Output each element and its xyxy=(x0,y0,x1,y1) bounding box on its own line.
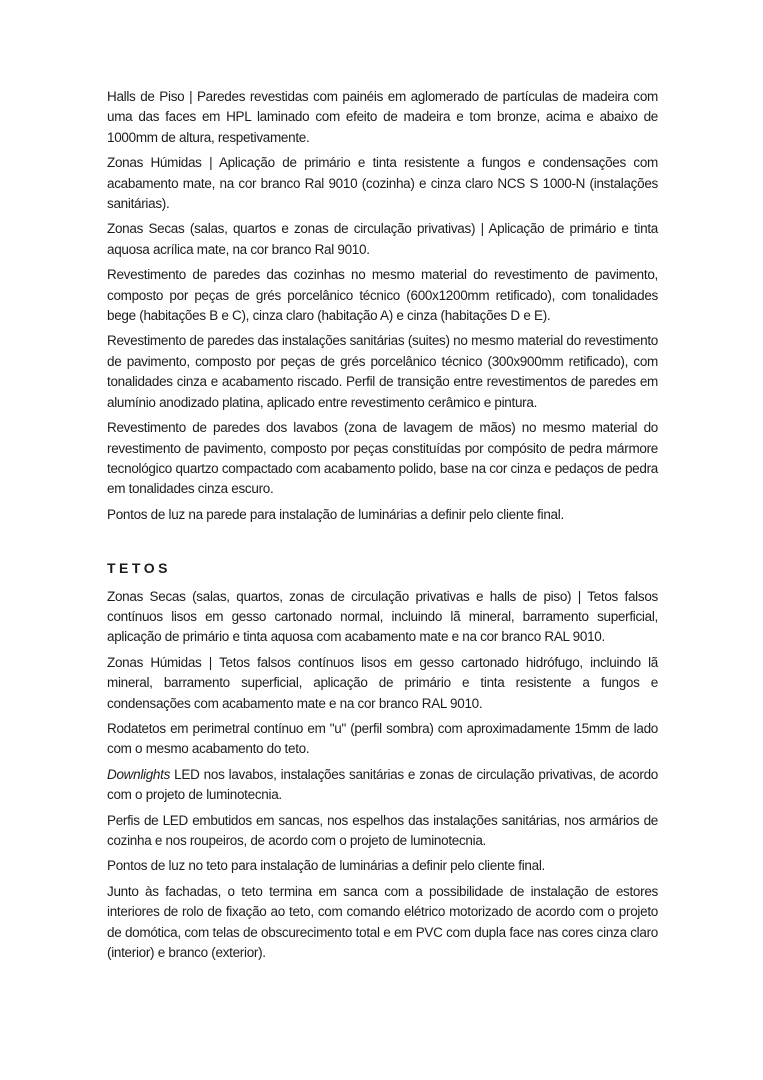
paragraph-perfis-led: Perfis de LED embutidos em sancas, nos espelhos das instalações sanitárias, nos armários de cozinha e nos roupeiros, de acordo com o projeto de luminotecnia. xyxy=(107,812,658,848)
ceilings-section xyxy=(107,558,658,963)
paragraph-revestimento-lavabos: Revestimento de paredes dos lavabos (zona de lavagem de mãos) no mesmo material do revestimento de pavimento, composto por peças constituídas por compósito de pedra mármore tecnológico quartzo compactado com acabamento polido, base na cor cinza e pedaços de pedra em tonalidades cinza escuro. xyxy=(107,420,658,497)
paragraph-zonas-humidas-paredes: Zonas Húmidas | Aplicação de primário e tinta resistente a fungos e condensações com acabamento mate, na cor branco Ral 9010 (cozinha) e cinza claro NCS S 1000-N (instalações sanitárias). xyxy=(107,155,658,212)
paragraph-halls-de-piso: Halls de Piso | Paredes revestidas com painéis em aglomerado de partículas de madeira com uma das faces em HPL laminado com efeito de madeira e tom bronze, acima e abaixo de 1000mm de altura, respetivamente. xyxy=(107,89,658,145)
paragraph-pontos-de-luz-parede: Pontos de luz na parede para instalação de luminárias a definir pelo cliente final. xyxy=(107,506,564,522)
paragraph-downlights-text: LED nos lavabos, instalações sanitárias e zonas de circulação privativas, de acordo com o projeto de luminotecnia. xyxy=(107,766,658,803)
paragraph-zonas-secas-tetos: Zonas Secas (salas, quartos, zonas de circulação privativas e halls de piso) | Tetos falsos contínuos lisos em gesso cartonado normal, incluindo lã mineral, barramento superficial, aplicação de primário e tinta aquosa com acabamento mate e na cor branco RAL 9010. xyxy=(107,588,658,645)
document-content xyxy=(107,87,658,968)
paragraph-downlights xyxy=(107,765,658,806)
paragraph-revestimento-instalacoes-sanitarias: Revestimento de paredes das instalações sanitárias (suites) no mesmo material do revestimento de pavimento, composto por peças de grés porcelânico técnico (300x900mm retificado), com tonalidades cinza e acabamento riscado. Perfil de transição entre revestimentos de paredes em alumínio anodizado platina, aplicado entre revestimento cerâmico e pintura. xyxy=(107,333,658,410)
walls-section xyxy=(107,87,658,525)
paragraph-rodatetos: Rodatetos em perimetral contínuo em "u" (perfil sombra) com aproximadamente 15mm de lado com o mesmo acabamento do teto. xyxy=(107,720,658,757)
paragraph-zonas-humidas-tetos: Zonas Húmidas | Tetos falsos contínuos lisos em gesso cartonado hidrófugo, incluindo lã mineral, barramento superficial, aplicação de primário e tinta resistente a fungos e condensações com acabamento mate e na cor branco RAL 9010. xyxy=(107,654,658,711)
paragraph-revestimento-cozinhas: Revestimento de paredes das cozinhas no mesmo material do revestimento de pavimento, composto por peças de grés porcelânico técnico (600x1200mm retificado), com tonalidades bege (habitações B e C), cinza claro (habitação A) e cinza (habitações D e E). xyxy=(107,267,658,324)
paragraph-zonas-secas-paredes: Zonas Secas (salas, quartos e zonas de circulação privativas) | Aplicação de primário e tinta aquosa acrílica mate, na cor branco Ral 9010. xyxy=(107,221,658,257)
paragraph-junto-as-fachadas: Junto às fachadas, o teto termina em sanca com a possibilidade de instalação de estores interiores de rolo de fixação ao teto, com comando elétrico motorizado de acordo com o projeto de domótica, com telas de obscurecimento total e em PVC com dupla face nas cores cinza claro (interior) e branco (exterior). xyxy=(107,883,658,961)
section-heading-tetos: TETOS xyxy=(107,560,171,577)
italic-term-downlights: Downlights xyxy=(107,766,171,782)
paragraph-pontos-de-luz-teto: Pontos de luz no teto para instalação de luminárias a definir pelo cliente final. xyxy=(107,858,545,874)
